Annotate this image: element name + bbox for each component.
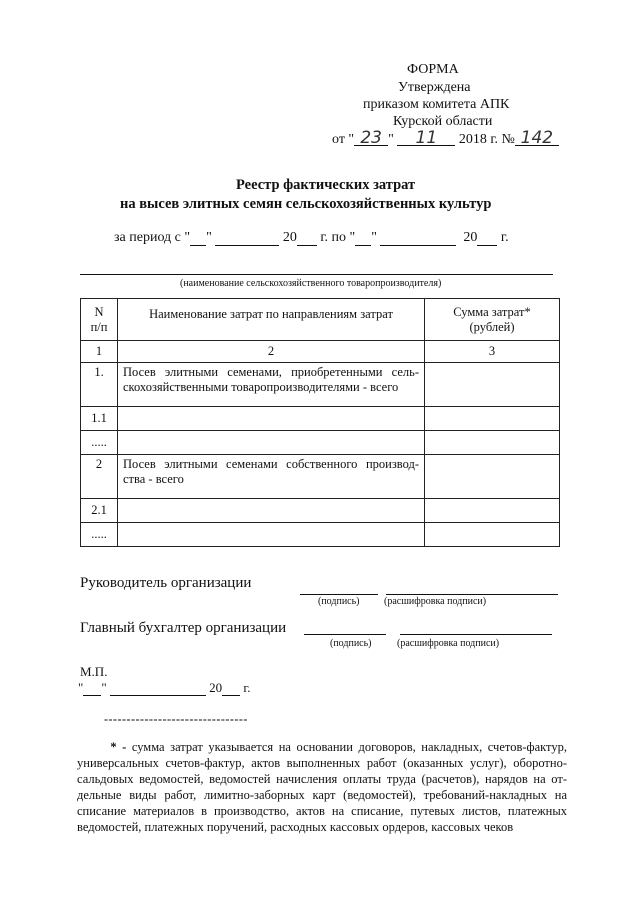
accountant-decode-caption: (расшифровка подписи) — [397, 638, 500, 649]
date-prefix: от " — [332, 132, 355, 147]
row-name[interactable] — [118, 523, 425, 547]
footnote — [77, 739, 567, 835]
head-label: Руководитель организации — [80, 575, 252, 591]
table-header-row — [81, 299, 560, 341]
producer-name-line — [80, 274, 553, 275]
stamp-year — [222, 681, 240, 696]
header-sum: Сумма затрат* (рублей) — [425, 299, 560, 341]
row-sum[interactable] — [425, 455, 560, 499]
row-name[interactable] — [118, 431, 425, 455]
table-index-row: 1 2 3 — [81, 341, 560, 363]
row-name: Посев элитными семенами собственного производ-ства - всего — [118, 455, 425, 499]
period-end-day — [355, 231, 371, 246]
table-row: 1.1 — [81, 407, 560, 431]
approved-label: Утверждена — [398, 80, 471, 95]
head-signature-caption: (подпись) — [318, 596, 360, 607]
accountant-label: Главный бухгалтер организации — [80, 620, 287, 636]
footnote-star: * - — [110, 740, 127, 754]
stamp-label: М.П. — [80, 664, 108, 679]
order-label: приказом комитета АПК — [363, 97, 510, 112]
document-title: Реестр фактических затрат — [236, 177, 416, 193]
period-line: за период с " " 20 г. по " " 20 г. — [114, 230, 509, 245]
row-sum[interactable] — [425, 523, 560, 547]
order-day: 23 — [354, 131, 388, 146]
accountant-signature-line[interactable] — [304, 634, 386, 635]
head-signature-line[interactable] — [300, 594, 378, 595]
region-label: Курской области — [393, 114, 493, 129]
table-row: 2.1 — [81, 499, 560, 523]
stamp-month — [110, 681, 206, 696]
row-name[interactable] — [118, 499, 425, 523]
accountant-signature-caption: (подпись) — [330, 638, 372, 649]
head-decode-line[interactable] — [386, 594, 558, 595]
row-name: Посев элитными семенами, приобретенными сель-скохозяйственными товаропроизводителями - всего — [118, 363, 425, 407]
accountant-decode-line[interactable] — [400, 634, 552, 635]
producer-caption: (наименование сельскохозяйственного товаропроизводителя) — [180, 278, 442, 289]
date-mid: " — [388, 132, 394, 147]
stamp-day — [83, 681, 101, 696]
row-sum[interactable] — [425, 499, 560, 523]
period-end-month — [380, 231, 456, 246]
row-sum[interactable] — [425, 363, 560, 407]
row-sum[interactable] — [425, 407, 560, 431]
footnote-text: сумма затрат указывается на основании договоров, накладных, счетов-фактур, универсальных счетов-фактур, актов выполненных работ (оказанных услуг), оборотно-сальдовых ведомостей, ведомостей начисления оплаты труда (расчетов), нарядов на от-дельные виды работ, лимитно-заборных карт (ведомостей), требований-накладных на списание материалов в производство, актов на списание, путевых листов, платежных ведомостей, платежных поручений, расходных кассовых ордеров, кассовых чеков — [77, 740, 567, 834]
row-name[interactable] — [118, 407, 425, 431]
period-start-day — [190, 231, 206, 246]
table-row: ..... — [81, 523, 560, 547]
footnote-separator: -------------------------------- — [104, 712, 248, 726]
order-number: 142 — [515, 131, 559, 146]
head-decode-caption: (расшифровка подписи) — [384, 596, 487, 607]
period-end-year — [477, 231, 497, 246]
order-month: 11 — [397, 131, 455, 146]
order-year: 2018 г. № — [458, 132, 515, 147]
order-date-line — [332, 128, 559, 148]
table-row: 1. Посев элитными семенами, приобретенными сель-скохозяйственными товаропроизводителями - всего — [81, 363, 560, 407]
period-start-year — [297, 231, 317, 246]
header-name: Наименование затрат по направлениям затрат — [118, 299, 425, 341]
period-start-month — [215, 231, 279, 246]
document-subtitle: на высев элитных семян сельскохозяйственных культур — [120, 196, 492, 212]
expenses-table — [80, 298, 560, 547]
table-row: 2 Посев элитными семенами собственного производ-ства - всего — [81, 455, 560, 499]
table-row: ..... — [81, 431, 560, 455]
stamp-date-line: " " 20 г. — [78, 680, 251, 695]
header-num: N п/п — [81, 299, 118, 341]
form-label: ФОРМА — [407, 62, 459, 77]
row-sum[interactable] — [425, 431, 560, 455]
